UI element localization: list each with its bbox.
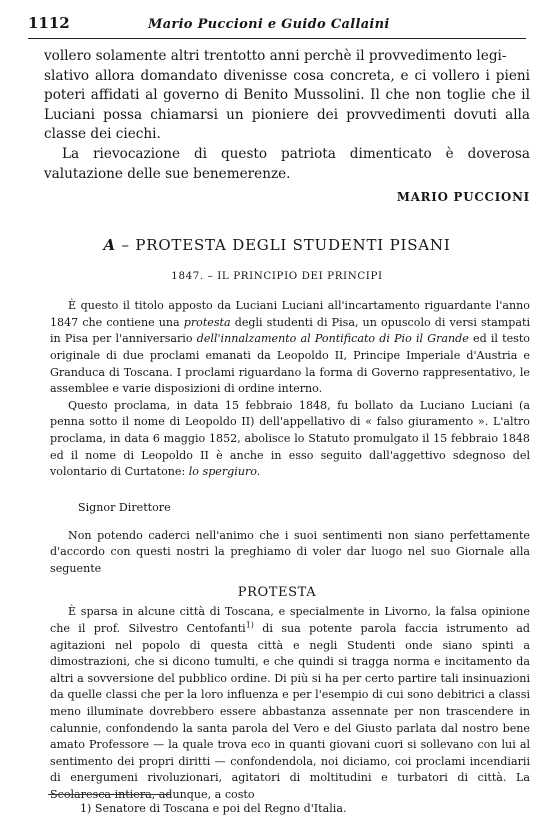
- section-subtitle: 1847. – IL PRINCIPIO DEI PRINCIPI: [171, 270, 383, 283]
- body-italic-text: lo spergiuro.: [188, 465, 261, 479]
- body-italic-text: dell'innalzamento al Pontificato di Pio il Grande: [196, 332, 469, 346]
- letter-salutation: Signor Direttore: [78, 500, 171, 514]
- body-paragraph-1: [50, 298, 530, 398]
- intro-closing-paragraph: La rievocazione di questo patriota dimenticato è doverosa valutazione delle sue benemerenze.: [44, 145, 530, 182]
- body-text: È questo il titolo apposto da Luciani Luciani all'incartamento riguardante l'anno 1847 che contiene una: [50, 299, 530, 329]
- section-title-text: – PROTESTA DEGLI STUDENTI PISANI: [121, 236, 451, 255]
- footnote-divider: [48, 794, 170, 795]
- letter-body: Non potendo caderci nell'animo che i suoi sentimenti non siano perfettamente d'accordo con questi nostri la preghiamo di voler dar luogo nel suo Giornale alla seguente: [50, 528, 530, 575]
- body-italic-text: protesta: [183, 315, 231, 329]
- body-text: ed il testo originale di due proclami emanati da Leopoldo II, Principe Imperiale d'Austria e Granduca di Toscana. I proclami riguardano la forma di Governo rappresentativo, le assemblee e varie disposizioni di ordine interno.: [50, 332, 530, 396]
- body-paragraph-2: [50, 398, 530, 481]
- page-header: [28, 14, 526, 39]
- section-title: [28, 236, 526, 254]
- intro-remaining-text: slativo allora domandato divenisse cosa concreta, e ci vollero i pieni poteri affidati al governo di Benito Mussolini. Il che non toglie che il Luciani possa chiamarsi un pioniere dei provvedimenti dovuti alla classe dei ciechi.: [44, 67, 530, 143]
- protesta-heading: PROTESTA: [237, 585, 317, 601]
- intro-first-line: vollero solamente altri trentotto anni perchè il provvedimento legi-: [44, 48, 507, 64]
- footnote: 1) Senatore di Toscana e poi del Regno d'Italia.: [80, 802, 347, 815]
- section-letter: A: [103, 236, 116, 255]
- page-number: 1112: [28, 14, 70, 32]
- body-text: Questo proclama, in data 15 febbraio 1848, fu bollato da Luciano Luciani (a penna sotto il nome di Leopoldo II) dell'appellativo di « falso giuramento ». L'altro proclama, in data 6 maggio 1852, abolisce lo Statuto promulgato il 15 febbraio 1848 ed il nome di Leopoldo II è anche in esso seguito dall'aggettivo sdegnoso del volontario di Curtatone:: [50, 398, 530, 479]
- body-text: degli studenti di Pisa, un opuscolo di versi stampati in Pisa per l'anniversario: [50, 315, 530, 346]
- running-title: Mario Puccioni e Guido Callaini: [148, 17, 390, 32]
- intro-paragraph: [44, 47, 530, 145]
- book-page: [28, 14, 530, 804]
- body-text: di sua potente parola faccia istrumento ad agitazioni nel popolo di questa città e negli Studenti onde siano spinti a dimostrazioni, che si dicono tumulti, e che quindi si tragga norma e incitamento da altri a sovversione del pubblico ordine. Di più si ha per certo partire tali insinuazioni da quelle classi che per la loro influenza e per l'esempio di cui sono debitrici a classi meno illuminate dovrebbero essere abbastanza assennate per non trascendere in calunnie, confondendo la santa parola del Vero e del Giusto parlata dal nostro bene amato Professore — la quale trova eco in quanti giovani cuori si sollevano con lui al sentimento dei propri diritti — confondendola, noi diciamo, coi proclami incendiarii di energumeni rivoluzionari, agitatori di moltitudini e turbatori di città. La Scolaresca intiera, adunque, a costo: [50, 622, 530, 801]
- protesta-paragraph: [50, 604, 530, 803]
- footnote-reference: 1): [245, 620, 254, 630]
- body-text: È sparsa in alcune città di Toscana, e specialmente in Livorno, la falsa opinione che il prof. Silvestro Centofanti: [50, 605, 530, 636]
- author-signature: MARIO PUCCIONI: [396, 190, 530, 205]
